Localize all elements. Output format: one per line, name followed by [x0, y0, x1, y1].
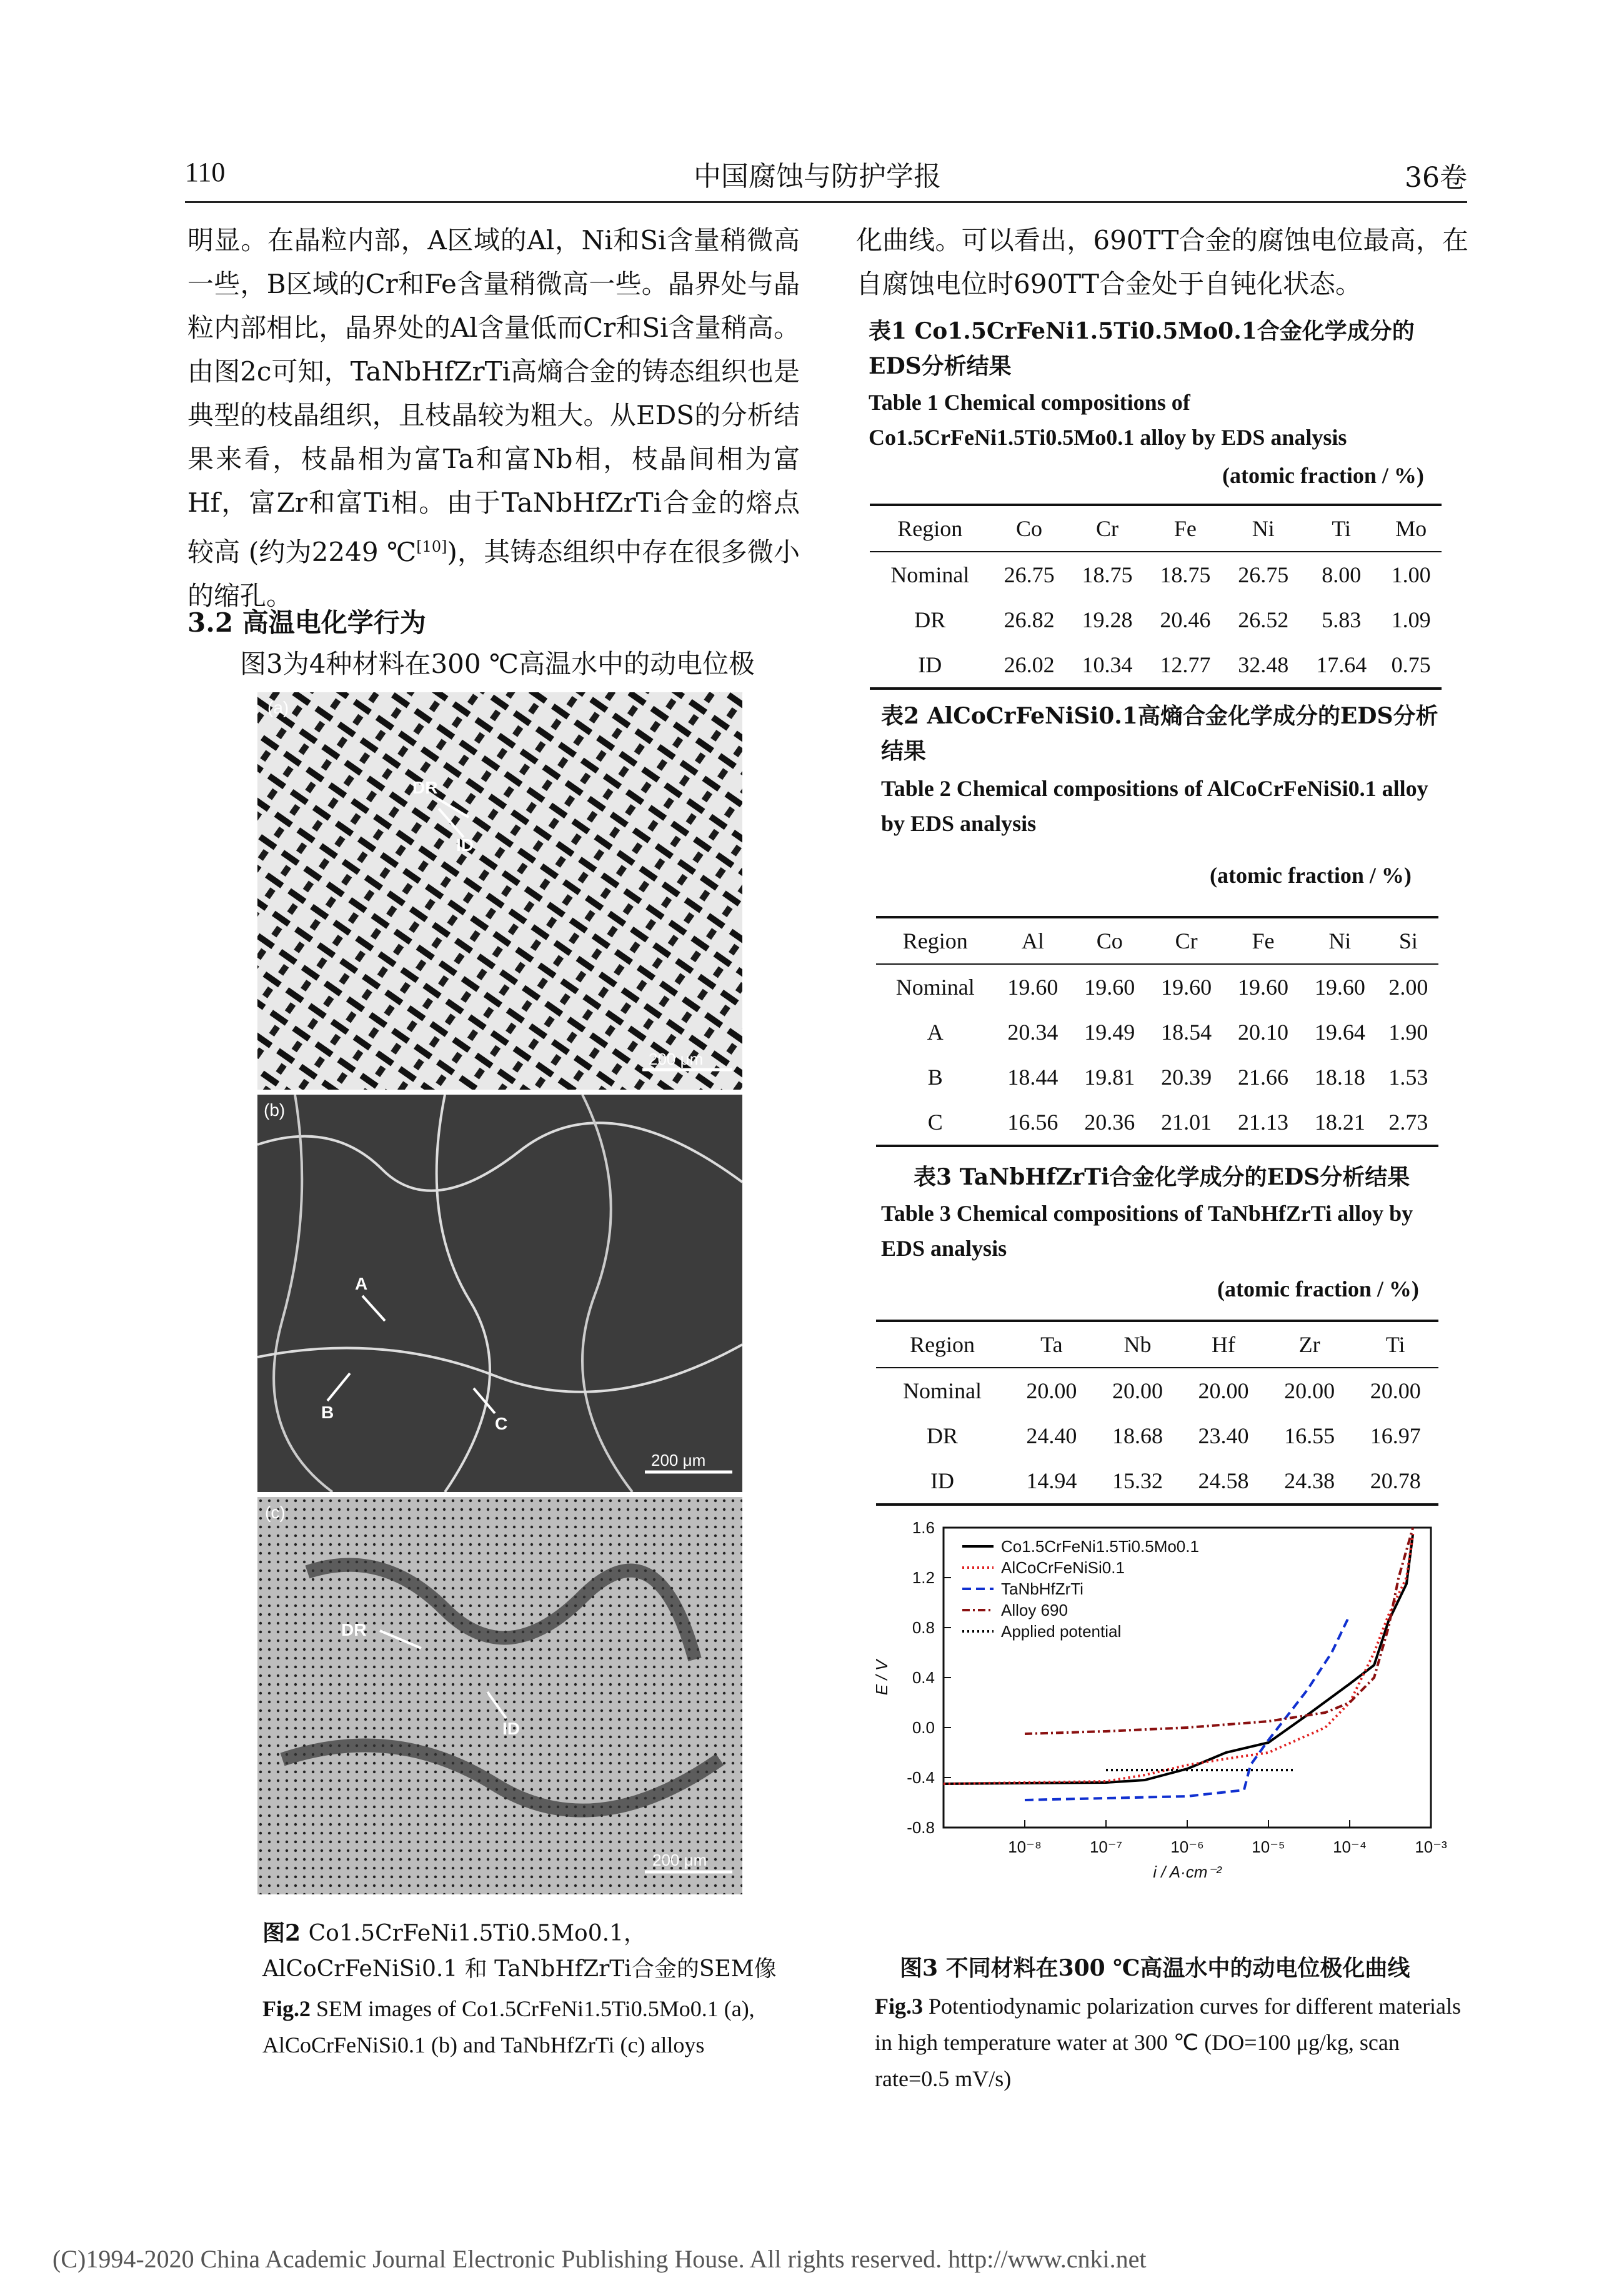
table-cell: 1.53: [1388, 1065, 1428, 1090]
table-cell: 19.60: [1314, 975, 1365, 1000]
table-cell: 20.36: [1071, 1100, 1148, 1146]
table-cell: Nominal: [890, 562, 970, 587]
table-cell: 20.00: [1026, 1378, 1077, 1403]
table-cell: 26.02: [990, 642, 1069, 689]
col-header: Fe: [1225, 917, 1302, 964]
left-paragraph-text: 明显。在晶粒内部，A区域的Al，Ni和Si含量稍微高一些，B区域的Cr和Fe含量稍微高一些。晶界处与晶粒内部相比，晶界处的Al含量低而Cr和Si含量稍高。由图2c可知，TaNbHfZrTi高熵合金的铸态组织也是典型的枝晶组织，且枝晶较为粗大。从EDS的分析结果来看，枝晶相为富Ta和富Nb相，枝晶间相为富Hf，富Zr和富Ti相。由于TaNbHfZrTi合金的熔点较高 (约为2249 ℃: [187, 225, 800, 567]
right-paragraph: 化曲线。可以看出，690TT合金的腐蚀电位最高，在自腐蚀电位时690TT合金处于自钝化状态。: [856, 225, 1468, 299]
col-header: Nb: [1095, 1321, 1181, 1368]
col-header: Ti: [1302, 505, 1380, 552]
annotation-id: ID: [502, 1719, 520, 1738]
table-cell: 20.00: [1370, 1378, 1421, 1403]
table-cell: A: [927, 1020, 944, 1045]
table-cell: 19.64: [1314, 1020, 1365, 1045]
table-row: [870, 597, 1442, 642]
table-cell: 24.38: [1267, 1458, 1353, 1505]
table3-caption-en: Table 3 Chemical compositions of TaNbHfZrTi alloy by EDS analysis: [881, 1201, 1413, 1261]
table-cell: 1.09: [1391, 607, 1431, 632]
legend-label: AlCoCrFeNiSi0.1: [1001, 1558, 1125, 1577]
col-header: Al: [994, 917, 1071, 964]
x-tick-label: 10⁻⁷: [1089, 1838, 1123, 1856]
col-header: Hf: [1180, 1321, 1267, 1368]
table-cell: 21.13: [1225, 1100, 1302, 1146]
table-cell: 16.55: [1284, 1423, 1335, 1448]
annotation-dr: DR: [412, 778, 438, 797]
fig2-caption-zh-prefix: 图2: [262, 1920, 301, 1946]
table-cell: 24.58: [1180, 1458, 1267, 1505]
polarization-chart: [862, 1515, 1462, 1915]
table-cell: 20.10: [1237, 1020, 1288, 1045]
table-cell: 19.81: [1084, 1065, 1135, 1090]
legend-label: Alloy 690: [1001, 1601, 1068, 1619]
sem-image-c: [257, 1497, 742, 1894]
x-tick-label: 10⁻⁸: [1008, 1838, 1042, 1856]
table-cell: 10.34: [1069, 642, 1147, 689]
fig3-caption-en: [875, 1988, 1462, 2097]
x-tick-label: 10⁻⁴: [1333, 1838, 1367, 1856]
table-row: [876, 964, 1438, 1010]
table-cell: 18.68: [1112, 1423, 1163, 1448]
volume-label: 36卷: [1405, 162, 1467, 194]
table1-caption-zh: 表1 Co1.5CrFeNi1.5Ti0.5Mo0.1合金化学成分的EDS分析结果: [869, 318, 1415, 379]
table-header-row: [870, 505, 1442, 552]
table-cell: 21.66: [1237, 1065, 1288, 1090]
table-cell: Nominal: [895, 975, 975, 1000]
legend-label: Co1.5CrFeNi1.5Ti0.5Mo0.1: [1001, 1537, 1199, 1556]
table-row: [870, 642, 1442, 689]
table-cell: 20.34: [1007, 1020, 1059, 1045]
x-tick-label: 10⁻⁶: [1170, 1838, 1204, 1856]
page-number: 110: [185, 157, 226, 187]
table3-unit: (atomic fraction / %): [1217, 1276, 1419, 1301]
y-tick-label: 0.8: [912, 1618, 935, 1637]
panel-label-c: (c): [265, 1503, 286, 1522]
fig2-caption-zh-text: Co1.5CrFeNi1.5Ti0.5Mo0.1，AlCoCrFeNiSi0.1 和 TaNbHfZrTi合金的SEM像: [262, 1921, 777, 1982]
panel-label-b: (b): [264, 1100, 286, 1120]
table-cell: C: [876, 1100, 994, 1146]
citation-ref[interactable]: [10]: [416, 538, 447, 555]
fig3-caption-zh: 图3 不同材料在300 ℃高温水中的动电位极化曲线: [900, 1955, 1410, 1981]
table2-unit: (atomic fraction / %): [1210, 863, 1412, 888]
table-cell: 18.54: [1161, 1020, 1212, 1045]
col-header: Ni: [1302, 917, 1378, 964]
table-cell: 16.97: [1370, 1423, 1421, 1448]
annotation-dr: DR: [341, 1620, 367, 1639]
table-cell: 1.90: [1388, 1020, 1428, 1045]
table-cell: 17.64: [1302, 642, 1380, 689]
left-paragraph: [187, 219, 800, 618]
table-cell: 26.82: [1004, 607, 1055, 632]
table-cell: 20.46: [1160, 607, 1211, 632]
table-cell: ID: [876, 1458, 1009, 1505]
col-header: Cr: [1148, 917, 1225, 964]
table1: [870, 504, 1442, 690]
table-row: [876, 1413, 1438, 1458]
y-tick-label: 1.6: [912, 1518, 935, 1537]
table-cell: 19.28: [1082, 607, 1133, 632]
table-cell: 26.52: [1238, 607, 1289, 632]
table-cell: 19.49: [1084, 1020, 1135, 1045]
scale-label: 200 μm: [651, 1451, 706, 1470]
table-header-row: [876, 1321, 1438, 1368]
col-header: Region: [870, 505, 990, 552]
panel-label-a: (a): [267, 698, 289, 717]
series-line: [1025, 1615, 1350, 1800]
header-rule: [185, 201, 1467, 203]
annotation-b: B: [321, 1403, 334, 1422]
y-tick-label: -0.4: [907, 1768, 935, 1787]
y-tick-label: 1.2: [912, 1568, 935, 1587]
table2-caption-zh: 表2 AlCoCrFeNiSi0.1高熵合金化学成分的EDS分析结果: [881, 703, 1438, 764]
col-header: Mo: [1380, 505, 1442, 552]
table-cell: 19.60: [1007, 975, 1059, 1000]
table-cell: 18.18: [1314, 1065, 1365, 1090]
col-header: Cr: [1069, 505, 1147, 552]
table-cell: 18.44: [1007, 1065, 1059, 1090]
table-cell: 19.60: [1237, 975, 1288, 1000]
table-cell: DR: [927, 1423, 959, 1448]
y-tick-label: -0.8: [907, 1818, 935, 1837]
table2-caption-en: Table 2 Chemical compositions of AlCoCrFeNiSi0.1 alloy by EDS analysis: [881, 776, 1428, 836]
table-cell: 26.75: [1238, 562, 1289, 587]
table-cell: Nominal: [903, 1378, 982, 1403]
annotation-c: C: [495, 1414, 508, 1433]
section-paragraph: 图3为4种材料在300 ℃高温水中的动电位极: [240, 649, 755, 679]
table-cell: 23.40: [1198, 1423, 1249, 1448]
table-cell: 26.75: [1004, 562, 1055, 587]
table-cell: 20.00: [1198, 1378, 1249, 1403]
table-cell: 12.77: [1146, 642, 1224, 689]
fig2-caption-zh: [262, 1916, 787, 1987]
table-row: [876, 1458, 1438, 1505]
x-axis-label: i / A·cm⁻²: [1153, 1863, 1222, 1881]
table-row: [876, 1055, 1438, 1100]
fig2-caption-en-text: SEM images of Co1.5CrFeNi1.5Ti0.5Mo0.1 (a), AlCoCrFeNiSi0.1 (b) and TaNbHfZrTi (c) alloys: [262, 1996, 755, 2057]
sem-image-b: [257, 1095, 742, 1492]
table-cell: B: [927, 1065, 943, 1090]
col-header: Ni: [1224, 505, 1302, 552]
sem-panel-c: [257, 1497, 742, 1894]
col-header: Region: [876, 917, 994, 964]
fig2-caption-en-prefix: Fig.2: [262, 1996, 311, 2021]
fig3-caption-en-text: Potentiodynamic polarization curves for different materials in high temperature water at 300 ℃ (DO=100 μg/kg, scan rate=0.5 mV/s): [875, 1994, 1462, 2091]
sem-panel-a: [257, 692, 742, 1090]
table1-caption-en: Table 1 Chemical compositions of Co1.5CrFeNi1.5Ti0.5Mo0.1 alloy by EDS analysis: [869, 390, 1347, 450]
x-tick-label: 10⁻⁵: [1252, 1838, 1285, 1856]
col-header: Ta: [1009, 1321, 1095, 1368]
left-paragraph-end: )，其铸态组织中存在很多微小的缩孔。: [187, 537, 800, 611]
table-cell: 5.83: [1322, 607, 1362, 632]
fig2-caption-en: [262, 1991, 787, 2063]
plot-area: [872, 1518, 1447, 1881]
table-cell: 18.75: [1082, 562, 1133, 587]
table-cell: 18.21: [1302, 1100, 1378, 1146]
col-header: Region: [876, 1321, 1009, 1368]
table-cell: 21.01: [1148, 1100, 1225, 1146]
table-cell: 32.48: [1224, 642, 1302, 689]
sem-panel-b: [257, 1095, 742, 1492]
fig3-caption-en-prefix: Fig.3: [875, 1994, 923, 2019]
table-cell: ID: [870, 642, 990, 689]
copyright-footer: (C)1994-2020 China Academic Journal Electronic Publishing House. All rights reserved. http://www.cnki.net: [52, 2245, 1147, 2273]
legend-label: Applied potential: [1001, 1622, 1122, 1641]
section-heading: 3.2 高温电化学行为: [187, 607, 426, 638]
table-cell: 14.94: [1009, 1458, 1095, 1505]
col-header: Zr: [1267, 1321, 1353, 1368]
col-header: Si: [1378, 917, 1438, 964]
scale-label: 200 μm: [649, 1050, 704, 1068]
table-header-row: [876, 917, 1438, 964]
table-cell: 19.60: [1084, 975, 1135, 1000]
scale-label: 200 μm: [652, 1851, 707, 1869]
table-cell: 20.00: [1284, 1378, 1335, 1403]
table2: [876, 916, 1438, 1147]
x-tick-label: 10⁻³: [1415, 1838, 1447, 1856]
annotation-id: ID: [456, 835, 474, 855]
table-cell: 2.73: [1378, 1100, 1438, 1146]
col-header: Ti: [1352, 1321, 1438, 1368]
annotation-a: A: [355, 1274, 368, 1293]
table-row: [876, 1010, 1438, 1055]
y-tick-label: 0.0: [912, 1718, 935, 1737]
table-cell: 15.32: [1095, 1458, 1181, 1505]
table-cell: 2.00: [1388, 975, 1428, 1000]
table-row: [870, 552, 1442, 597]
sem-image-a: [257, 692, 742, 1090]
table1-unit: (atomic fraction / %): [1222, 463, 1424, 488]
journal-title: 中国腐蚀与防护学报: [694, 161, 941, 192]
table-cell: 20.39: [1161, 1065, 1212, 1090]
table3: [876, 1320, 1438, 1506]
table-cell: 8.00: [1322, 562, 1362, 587]
table-cell: 18.75: [1160, 562, 1211, 587]
table-row: [876, 1368, 1438, 1413]
table-cell: 19.60: [1161, 975, 1212, 1000]
table-cell: 20.00: [1112, 1378, 1163, 1403]
table-cell: 1.00: [1391, 562, 1431, 587]
table-cell: 16.56: [994, 1100, 1071, 1146]
table-row: [876, 1100, 1438, 1146]
legend-label: TaNbHfZrTi: [1001, 1579, 1083, 1598]
col-header: Co: [1071, 917, 1148, 964]
y-tick-label: 0.4: [912, 1668, 935, 1687]
table-cell: 24.40: [1026, 1423, 1077, 1448]
col-header: Co: [990, 505, 1069, 552]
table3-caption-zh: 表3 TaNbHfZrTi合金化学成分的EDS分析结果: [914, 1164, 1410, 1190]
col-header: Fe: [1146, 505, 1224, 552]
table-cell: 0.75: [1380, 642, 1442, 689]
table-cell: DR: [914, 607, 946, 632]
y-axis-label: E / V: [872, 1659, 891, 1696]
table-cell: 20.78: [1352, 1458, 1438, 1505]
